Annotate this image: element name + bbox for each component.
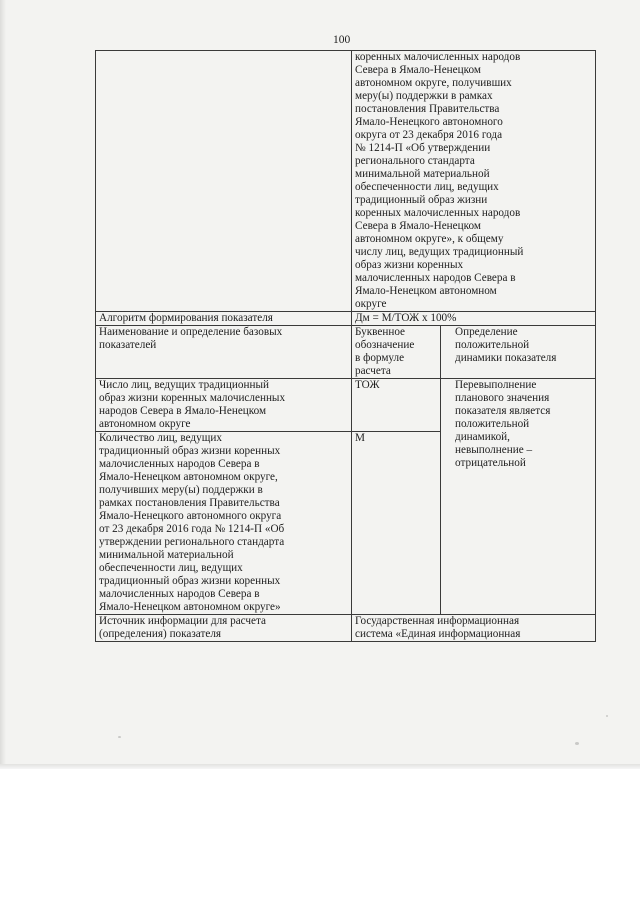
base-indicator-letter: М [352,432,441,615]
scan-left-edge [0,0,6,768]
scan-speck [118,736,121,738]
base-indicator-name: Число лиц, ведущих традиционный образ жизни коренных малочисленных народов Севера в Ямало-Ненецком автономном округе [96,379,352,432]
base-indicators-header: Наименование и определение базовых показателей [96,326,352,379]
page-number: 100 [333,34,351,46]
letter-designation-header: Буквенное обозначение в формуле расчета [352,326,441,379]
table-row [96,51,596,312]
table-row [96,312,596,326]
positive-dynamics-cell [441,379,596,615]
scan-bottom-edge [0,764,640,769]
algorithm-formula: Дм = М/ТОЖ х 100% [352,312,596,326]
table-row [96,379,596,432]
table-header-row [96,326,596,379]
indicator-table [95,50,596,642]
empty-cell [96,51,352,312]
positive-dynamics-text: Перевыполнение планового значения показателя является положительной динамикой, невыполнение – отрицательной [455,379,551,469]
positive-dynamics-header [441,326,596,379]
indicator-definition-continued: коренных малочисленных народов Севера в Ямало-Ненецком автономном округе, получивших меру(ы) поддержки в рамках постановления Правительства Ямало-Ненецкого автономного округа от 23 декабря 2016 года № 1214-П «Об утверждении регионального стандарта минимальной материальной обеспеченности лиц, ведущих традиционный образ жизни коренных малочисленных народов Севера в Ямало-Ненецком автономном округе», к общему числу лиц, ведущих традиционный образ жизни коренных малочисленных народов Севера в Ямало-Ненецком автономном округе [352,51,596,312]
scan-speck [606,715,608,717]
source-label: Источник информации для расчета (определения) показателя [96,615,352,642]
scan-speck [575,742,579,745]
base-indicator-letter: ТОЖ [352,379,441,432]
base-indicator-name: Количество лиц, ведущих традиционный образ жизни коренных малочисленных народов Севера в Ямало-Ненецком автономном округе, получивших меру(ы) поддержки в рамках постановления Правительства Ямало-Ненецкого автономного округа от 23 декабря 2016 года № 1214-П «Об утверждении регионального стандарта минимальной материальной обеспеченности лиц, ведущих традиционный образ жизни коренных малочисленных народов Севера в Ямало-Ненецком автономном округе» [96,432,352,615]
algorithm-label: Алгоритм формирования показателя [96,312,352,326]
positive-dynamics-header-text: Определение положительной динамики показателя [455,326,557,364]
source-value: Государственная информационная система «Единая информационная [352,615,596,642]
table-row [96,615,596,642]
